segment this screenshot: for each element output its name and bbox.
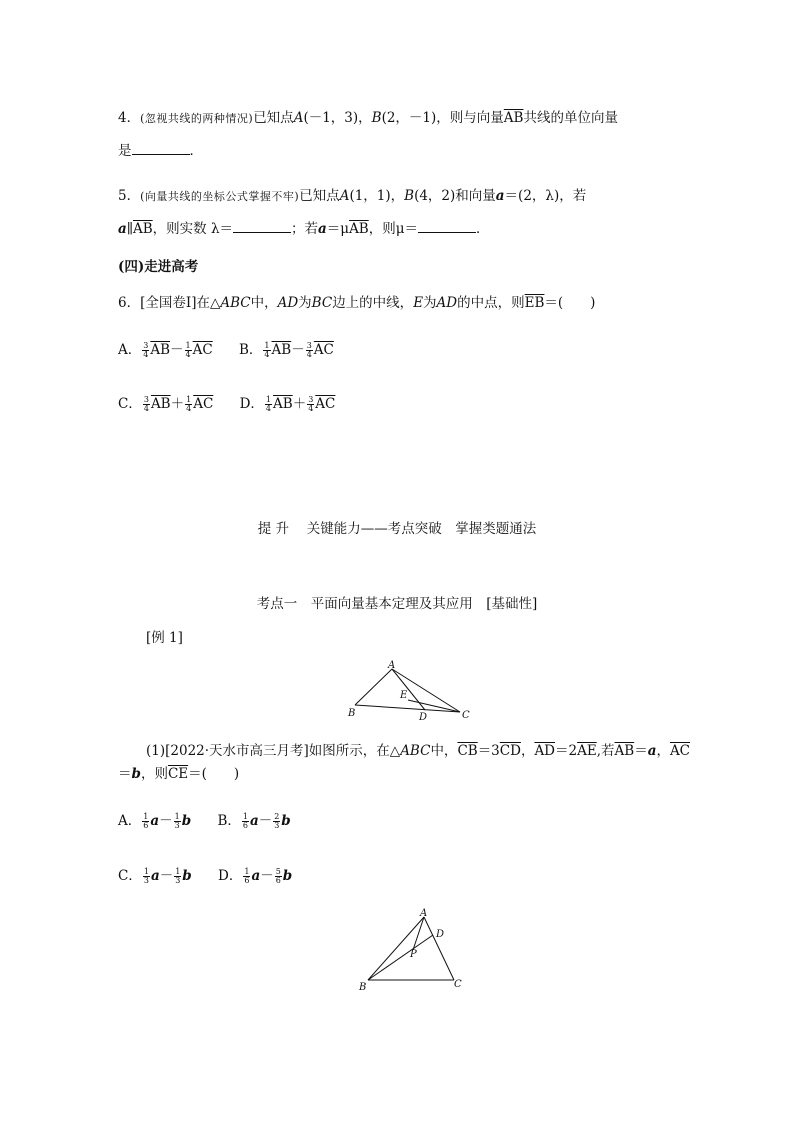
numerator: 3: [306, 341, 312, 350]
q5-text-b: ，则实数 λ＝: [152, 221, 234, 237]
operator: －: [291, 342, 305, 358]
operator: ＋: [170, 396, 185, 412]
vector: $\overline{AB}$: [271, 342, 292, 358]
denominator: 3: [175, 876, 181, 885]
q4-coord-a: (－1，3)，: [303, 110, 372, 126]
numerator: 3: [143, 395, 149, 404]
q4-vector-ab: $\overline{AB}$: [503, 110, 524, 126]
q4-note: (忽视共线的两种情况): [140, 112, 254, 125]
q6-source: [全国卷Ⅰ]在△: [140, 295, 221, 311]
q4-text: 已知点: [253, 110, 294, 126]
q6-number: 6．: [118, 295, 141, 311]
q6-text: 为: [423, 295, 437, 311]
vector: $\overline{AC}$: [193, 396, 214, 412]
q6-vector-eb: $\overline{EB}$: [524, 295, 545, 311]
numerator: 1: [174, 812, 180, 821]
p1-text: ，则: [140, 766, 168, 782]
denominator: 6: [244, 876, 250, 885]
p1-text: ＝( ): [188, 766, 240, 782]
denominator: 4: [143, 350, 149, 359]
p1-text: ,若: [596, 743, 615, 759]
operator: －: [159, 813, 173, 829]
example-label: [例 1]: [146, 630, 183, 646]
fraction: [273, 813, 280, 830]
triangle-figure-1: [340, 658, 480, 724]
q6-text: 边上的中线，: [332, 295, 414, 311]
p1-text: ，: [656, 743, 670, 759]
fraction: [143, 396, 150, 413]
q4-line1: [118, 108, 618, 129]
operator: －: [170, 342, 184, 358]
q5-text-d: ＝μ: [326, 221, 350, 237]
q5-vector-ab: $\overline{AB}$: [133, 221, 153, 237]
q6-option-c[interactable]: [118, 394, 213, 414]
numerator: 3: [143, 341, 149, 350]
option-label: A．: [118, 813, 142, 829]
denominator: 4: [186, 404, 192, 413]
q5-point-b: B: [404, 188, 415, 204]
q6-option-d[interactable]: [240, 394, 336, 414]
p1-stem-line2: [118, 764, 239, 784]
q6-text: ＝( ): [544, 295, 596, 311]
denominator: 3: [143, 876, 149, 885]
label-d: D: [436, 929, 445, 940]
denominator: 6: [242, 821, 248, 830]
vector: $\overline{AB}$: [150, 396, 171, 412]
q6-option-a[interactable]: [118, 340, 213, 360]
numerator: 1: [264, 341, 270, 350]
p1-options-row2: [118, 866, 314, 886]
label-c: C: [454, 979, 462, 990]
operator: －: [260, 868, 274, 884]
option-label: C．: [118, 396, 142, 412]
p1-option-a[interactable]: [118, 811, 191, 831]
numerator: 1: [244, 867, 250, 876]
q4-answer-blank[interactable]: [132, 142, 190, 155]
fraction: [142, 342, 149, 359]
section-title: 提 升 关键能力——考点突破 掌握类题通法: [257, 521, 537, 537]
q5-coord-a: (1，1)，: [349, 188, 405, 204]
numerator: 5: [275, 867, 281, 876]
fraction: [306, 342, 313, 359]
fraction: [263, 342, 270, 359]
fraction: [185, 396, 192, 413]
denominator: 4: [306, 350, 312, 359]
q5-line1: [118, 186, 586, 207]
p1-vector-ab: $\overline{AB}$: [614, 743, 635, 759]
vector: $\overline{AC}$: [192, 342, 213, 358]
q4-point-a: A: [293, 110, 304, 126]
q6-text: 为: [298, 295, 312, 311]
option-label: B．: [217, 813, 241, 829]
q5-text-e: ，则μ＝: [368, 221, 419, 237]
numerator: 3: [308, 395, 314, 404]
q5-answer-blank-2[interactable]: [418, 220, 476, 233]
denominator: 4: [265, 404, 272, 413]
label-c: C: [462, 710, 470, 721]
p1-text: ＝2: [555, 743, 578, 759]
p1-option-c[interactable]: [118, 866, 192, 886]
q5-vector-ab2: $\overline{AB}$: [349, 221, 369, 237]
q6-option-b[interactable]: [239, 340, 334, 360]
fraction: [185, 342, 192, 359]
q6-options-row2: [118, 394, 357, 414]
fraction: [242, 813, 249, 830]
q4-point-b: B: [371, 110, 382, 126]
denominator: 6: [275, 876, 281, 885]
q6-stem: [118, 293, 595, 313]
vector: $\overline{AB}$: [150, 342, 171, 358]
p1-option-b[interactable]: [217, 811, 290, 831]
q5-vector-a: a: [495, 188, 505, 204]
fraction: [275, 868, 282, 885]
numerator: 1: [265, 395, 272, 404]
fraction: [265, 396, 272, 413]
q5-number: 5．: [118, 188, 141, 204]
triangle-figure-2: [350, 905, 470, 995]
label-b: B: [348, 708, 356, 719]
vec-b: b: [282, 868, 293, 884]
p1-vec-a: a: [647, 743, 657, 759]
option-label: D．: [239, 396, 264, 412]
q6-ad: AD: [277, 295, 299, 311]
denominator: 4: [185, 350, 191, 359]
q5-answer-blank-1[interactable]: [233, 220, 291, 233]
option-label: D．: [218, 868, 243, 884]
operator: －: [258, 813, 273, 829]
denominator: 4: [143, 404, 149, 413]
p1-vector-ce: $\overline{CE}$: [167, 766, 189, 782]
label-a: A: [420, 908, 428, 919]
vec-a: a: [249, 813, 259, 829]
q4-line2: 是 ．: [118, 143, 203, 159]
denominator: 4: [308, 404, 314, 413]
p1-text: ＝3: [477, 743, 500, 759]
option-label: B．: [239, 342, 263, 358]
q4-number: 4．: [118, 110, 141, 126]
vec-a: a: [251, 868, 261, 884]
side-ac: [424, 917, 454, 980]
p1-vector-ae: $\overline{AE}$: [577, 743, 597, 759]
fraction: [174, 868, 181, 885]
vec-b: b: [181, 813, 192, 829]
p1-options-row1: [118, 811, 313, 831]
q5-vec-a2: a: [318, 221, 327, 237]
vector: $\overline{AC}$: [313, 342, 334, 358]
p1-prefix: (1)[2022·天水市高三月考]如图所示，在△: [146, 743, 401, 759]
option-label: A．: [118, 342, 142, 358]
p1-text: ＝: [634, 743, 648, 759]
q6-text: 中，: [250, 295, 278, 311]
denominator: 4: [264, 350, 270, 359]
q4-coord-b: (2，－1)，则与向量: [381, 110, 504, 126]
side-ab: [355, 669, 392, 705]
operator: －: [159, 868, 174, 884]
q6-triangle: ABC: [220, 295, 251, 311]
label-b: B: [359, 982, 367, 993]
q6-text: 的中点，则: [457, 295, 525, 311]
denominator: 3: [174, 821, 180, 830]
p1-text: ，: [520, 743, 535, 759]
vec-a: a: [150, 813, 160, 829]
p1-stem-line1: [146, 741, 690, 761]
q5-text-c: ；若: [291, 221, 319, 237]
q5-line2: $a\parallel\overline{AB}$，则实数 λ＝ ；若$a=\mu\overline{AB}$，则μ＝ ．: [118, 221, 490, 237]
option-label: C．: [118, 868, 142, 884]
label-e: E: [400, 690, 408, 701]
numerator: 1: [185, 341, 191, 350]
q5-note: (向量共线的坐标公式掌握不牢): [140, 190, 300, 203]
fraction: [143, 868, 150, 885]
q6-e: E: [413, 295, 424, 311]
denominator: 3: [274, 821, 280, 830]
vec-b: b: [182, 868, 192, 884]
q6-bc: BC: [311, 295, 333, 311]
vec-a: a: [150, 868, 160, 884]
q4-line2-text: 是: [118, 143, 132, 159]
q5-text: 已知点: [299, 188, 340, 204]
q6-options-row1: [118, 340, 356, 360]
label-d: D: [419, 712, 428, 723]
p1-vector-cd: $\overline{CD}$: [499, 743, 521, 759]
numerator: 1: [143, 867, 149, 876]
q6-ad2: AD: [436, 295, 458, 311]
vector: $\overline{AB}$: [273, 396, 293, 412]
topic-title: 考点一 平面向量基本定理及其应用 [基础性]: [256, 596, 538, 612]
segment-bd: [368, 935, 433, 980]
numerator: 1: [143, 812, 149, 821]
fraction: [142, 813, 149, 830]
vector: $\overline{AC}$: [315, 396, 336, 412]
fraction: [307, 396, 314, 413]
p1-vector-cb: $\overline{CB}$: [457, 743, 478, 759]
label-a: A: [388, 660, 396, 671]
numerator: 1: [186, 395, 192, 404]
numerator: 1: [175, 867, 181, 876]
q5-coord-b: (4，2)和向量: [414, 188, 496, 204]
p1-vector-ac: $\overline{AC}$: [669, 743, 691, 759]
p1-option-d[interactable]: [218, 866, 292, 886]
q4-text-b: 共线的单位向量: [523, 110, 618, 126]
numerator: 1: [242, 812, 248, 821]
q5-coord-va: ＝(2，λ)，若: [504, 188, 587, 204]
vec-b: b: [281, 813, 291, 829]
section-heading: (四)走进高考: [118, 259, 199, 275]
q5-point-a: A: [339, 188, 350, 204]
operator: ＋: [292, 396, 307, 412]
fraction: [243, 868, 250, 885]
p1-text: 中，: [430, 743, 458, 759]
p1-triangle: ABC: [400, 743, 431, 759]
p1-vec-b: b: [131, 766, 141, 782]
p1-vector-ad: $\overline{AD}$: [534, 743, 556, 759]
denominator: 6: [143, 821, 149, 830]
fraction: [174, 813, 181, 830]
label-p: P: [410, 949, 417, 960]
p1-text: ＝: [118, 766, 132, 782]
q5-vec-a: a: [118, 221, 127, 237]
segment-ad: [392, 669, 425, 710]
q5-parallel: ∥: [126, 221, 133, 237]
numerator: 2: [274, 812, 280, 821]
